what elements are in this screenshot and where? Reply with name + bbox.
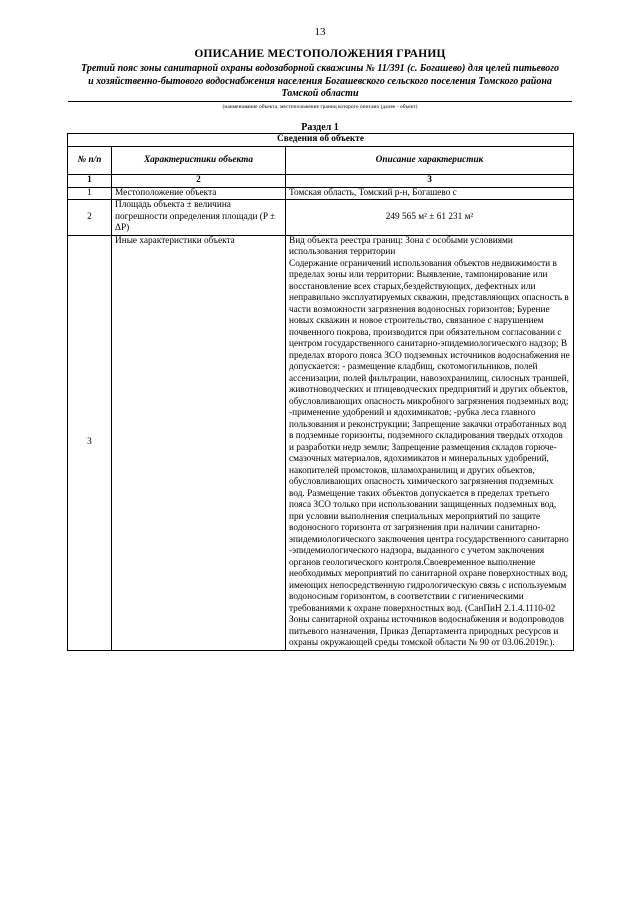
header-description: Описание характеристик [286, 147, 574, 175]
row-description-long: Вид объекта реестра границ: Зона с особыми условиями использования территории Содержание ограничений использования объектов недвижимости в пределах зоны или территории: Выявление, тампонирование или восстановление всех старых,бездействующих, дефектных или неправильно эксплуатируемых скважин, представляющих опасность в части возможности загрязнения водоносных горизонтов; Бурение новых скважин и новое строительство, связанное с нарушением почвенного покрова, производится при обязательном согласовании с центром государственного санитарно-эпидемиологического надзор; В пределах второго пояса ЗСО подземных источников водоснабжения не допускается: - размещение кладбищ, скотомогильников, полей ассенизации, полей фильтрации, навозохранилищ, силосных траншей, животноводческих и птицеводческих предприятий и других объектов, обусловливающих опасность микробного загрязнения подземных вод; -применение удобрений и ядохимикатов; -рубка леса главного пользования и реконструкции; Запрещение закачки отработанных вод в подземные горизонты, подземного складирования твердых отходов и разработки недр земли; Запрещение размещения складов горюче-смазочных материалов, ядохимикатов и минеральных удобрений, накопителей промстоков, шламохранилищ и других объектов, обусловливающих опасность химического загрязнения подземных вод. Размещение таких объектов допускается в пределах третьего пояса ЗСО только при использовании защищенных подземных вод, при условии выполнения специальных мероприятий по защите водоносного горизонта от загрязнения при наличии санитарно-эпидемиологического заключения центра государственного санитарно -эпидемиологического надзора, выданного с учетом заключения органов геологического контроля.Своевременное выполнение необходимых мероприятий по санитарной охране поверхностных вод, имеющих непосредственную гидрологическую связь с используемым водоносным горизонтом, в соответствии с гигиеническими требованиями к охране поверхностных вод. (СанПиН 2.1.4.1110-02 Зоны санитарной охраны источников водоснабжения и водопроводов питьевого назначения, Приказ Департамента природных ресурсов и охраны окружающей среды томской области № 90 от 03.06.2019г.). [286, 235, 574, 650]
subtitle-underline [68, 101, 572, 102]
page-number: 13 [314, 26, 326, 38]
header-characteristic: Характеристики объекта [112, 147, 286, 175]
row-description: Томская область, Томский р-н, Богашево с [286, 187, 574, 200]
table-row [68, 200, 574, 236]
index-cell: 2 [112, 175, 286, 188]
row-num: 3 [68, 235, 112, 650]
document-subtitle: Третий пояс зоны санитарной охраны водозаборной скважины № 11/391 (с. Богашево) для целей питьевого и хозяйственно-бытового водоснабжения населения Богашевского сельского поселения Томского района Томской области [81, 63, 559, 99]
header-num: № п/п [68, 147, 112, 175]
index-cell: 3 [286, 175, 574, 188]
document-title: ОПИСАНИЕ МЕСТОПОЛОЖЕНИЯ ГРАНИЦ [194, 48, 446, 60]
table-caption: Сведения об объекте [68, 134, 574, 147]
row-num: 2 [68, 200, 112, 236]
subtitle-note: (наименование объекта, местоположение границ которого описано (далее - объект) [222, 104, 418, 110]
section-heading: Раздел 1 [301, 122, 339, 133]
row-num: 1 [68, 187, 112, 200]
table-index-row [68, 175, 574, 188]
row-description: 249 565 м² ± 61 231 м² [286, 200, 574, 236]
index-cell: 1 [68, 175, 112, 188]
row-characteristic: Площадь объекта ± величина погрешности определения площади (P ± ΔP) [112, 200, 286, 236]
table-row [68, 235, 574, 650]
row-characteristic: Местоположение объекта [112, 187, 286, 200]
object-info-table [67, 133, 574, 651]
table-row [68, 187, 574, 200]
row-characteristic: Иные характеристики объекта [112, 235, 286, 650]
table-header-row [68, 147, 574, 175]
table-caption-row [68, 134, 574, 147]
